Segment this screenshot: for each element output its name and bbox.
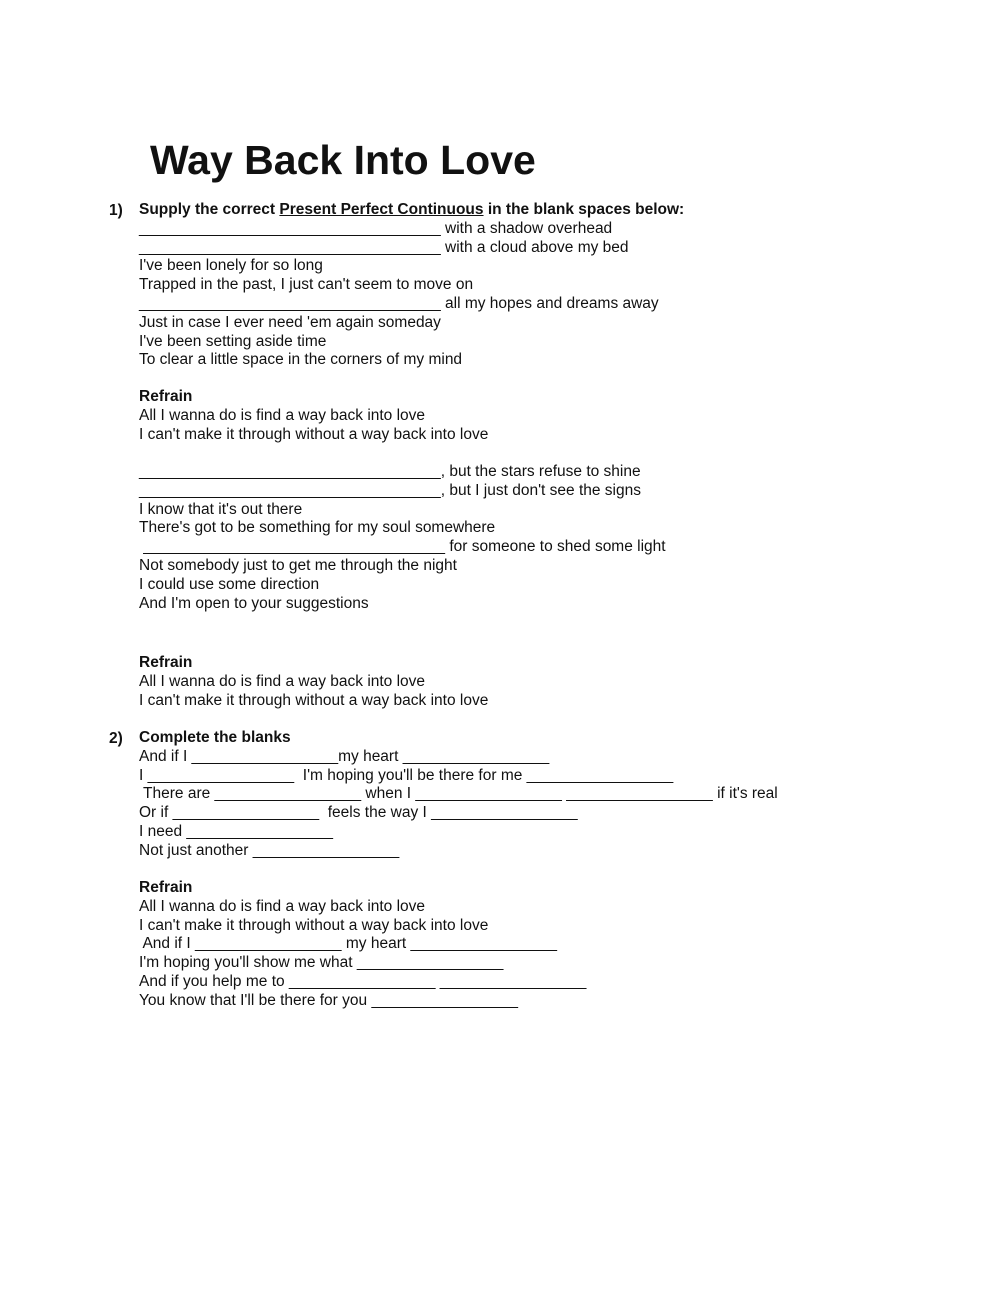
lyric-line: ___________________________________, but the stars refuse to shine [139,463,641,480]
page-title: Way Back Into Love [150,137,536,183]
lyric-line: ___________________________________ all my hopes and dreams away [139,294,659,312]
lyric-line: Not somebody just to get me through the night [139,556,457,574]
refrain-line: All I wanna do is find a way back into love [139,406,426,424]
lyric-line: ___________________________________ with a cloud above my bed [139,238,629,256]
lyric-line: I've been setting aside time [139,332,327,350]
instruction-suffix: in the blank spaces below: [483,201,685,218]
refrain-line: I can't make it through without a way back into love [139,425,489,443]
section-1 [139,201,969,370]
refrain-label: Refrain [139,879,193,896]
refrain-line: All I wanna do is find a way back into love [139,672,426,690]
lyric-line: Trapped in the past, I just can't seem to move on [139,276,474,294]
refrain-line: And if you help me to _________________ _________________ [139,972,587,990]
refrain-2 [139,654,969,710]
refrain-line: You know that I'll be there for you _________________ [139,991,518,1009]
lyric-line: Just in case I ever need 'em again someday [139,313,441,331]
section-2-instruction: Complete the blanks [139,729,291,746]
lyric-line: Or if _________________ feels the way I _________________ [139,804,578,822]
section-1-instruction [139,201,969,220]
lyric-line: Not just another _________________ [139,841,400,859]
lyric-line: I could use some direction [139,575,320,593]
lyric-line: To clear a little space in the corners of my mind [139,351,463,369]
lyric-line: I've been lonely for so long [139,257,323,275]
section-2 [139,729,969,861]
lyric-line: There are _________________ when I _________________ _________________ if it's real [139,785,778,803]
lyric-line: And if I _________________my heart _________________ [139,747,550,765]
lyric-line: I know that it's out there [139,500,303,518]
refrain-line: I can't make it through without a way back into love [139,691,489,709]
lyric-line: ___________________________________ for someone to shed some light [139,538,666,556]
refrain-line: All I wanna do is find a way back into love [139,897,426,915]
refrain-1 [139,388,969,444]
lyric-line: And I'm open to your suggestions [139,594,369,612]
instruction-underlined-term: Present Perfect Continuous [279,201,484,218]
verse-2 [139,463,969,613]
refrain-3 [139,879,969,1011]
refrain-label: Refrain [139,654,193,671]
lyric-line: I _________________ I'm hoping you'll be there for me _________________ [139,766,674,784]
refrain-line: I'm hoping you'll show me what _________________ [139,954,504,972]
lyric-line: ___________________________________ with a shadow overhead [139,219,613,237]
instruction-prefix: Supply the correct [139,201,280,218]
refrain-line: I can't make it through without a way back into love [139,916,489,934]
lyric-line: There's got to be something for my soul somewhere [139,519,496,537]
section-1-number: 1) [109,202,123,219]
refrain-label: Refrain [139,388,193,405]
refrain-line: And if I _________________ my heart _________________ [139,935,558,953]
lyric-line: I need _________________ [139,822,333,840]
lyric-line: ___________________________________, but I just don't see the signs [139,481,641,499]
section-2-number: 2) [109,730,123,747]
